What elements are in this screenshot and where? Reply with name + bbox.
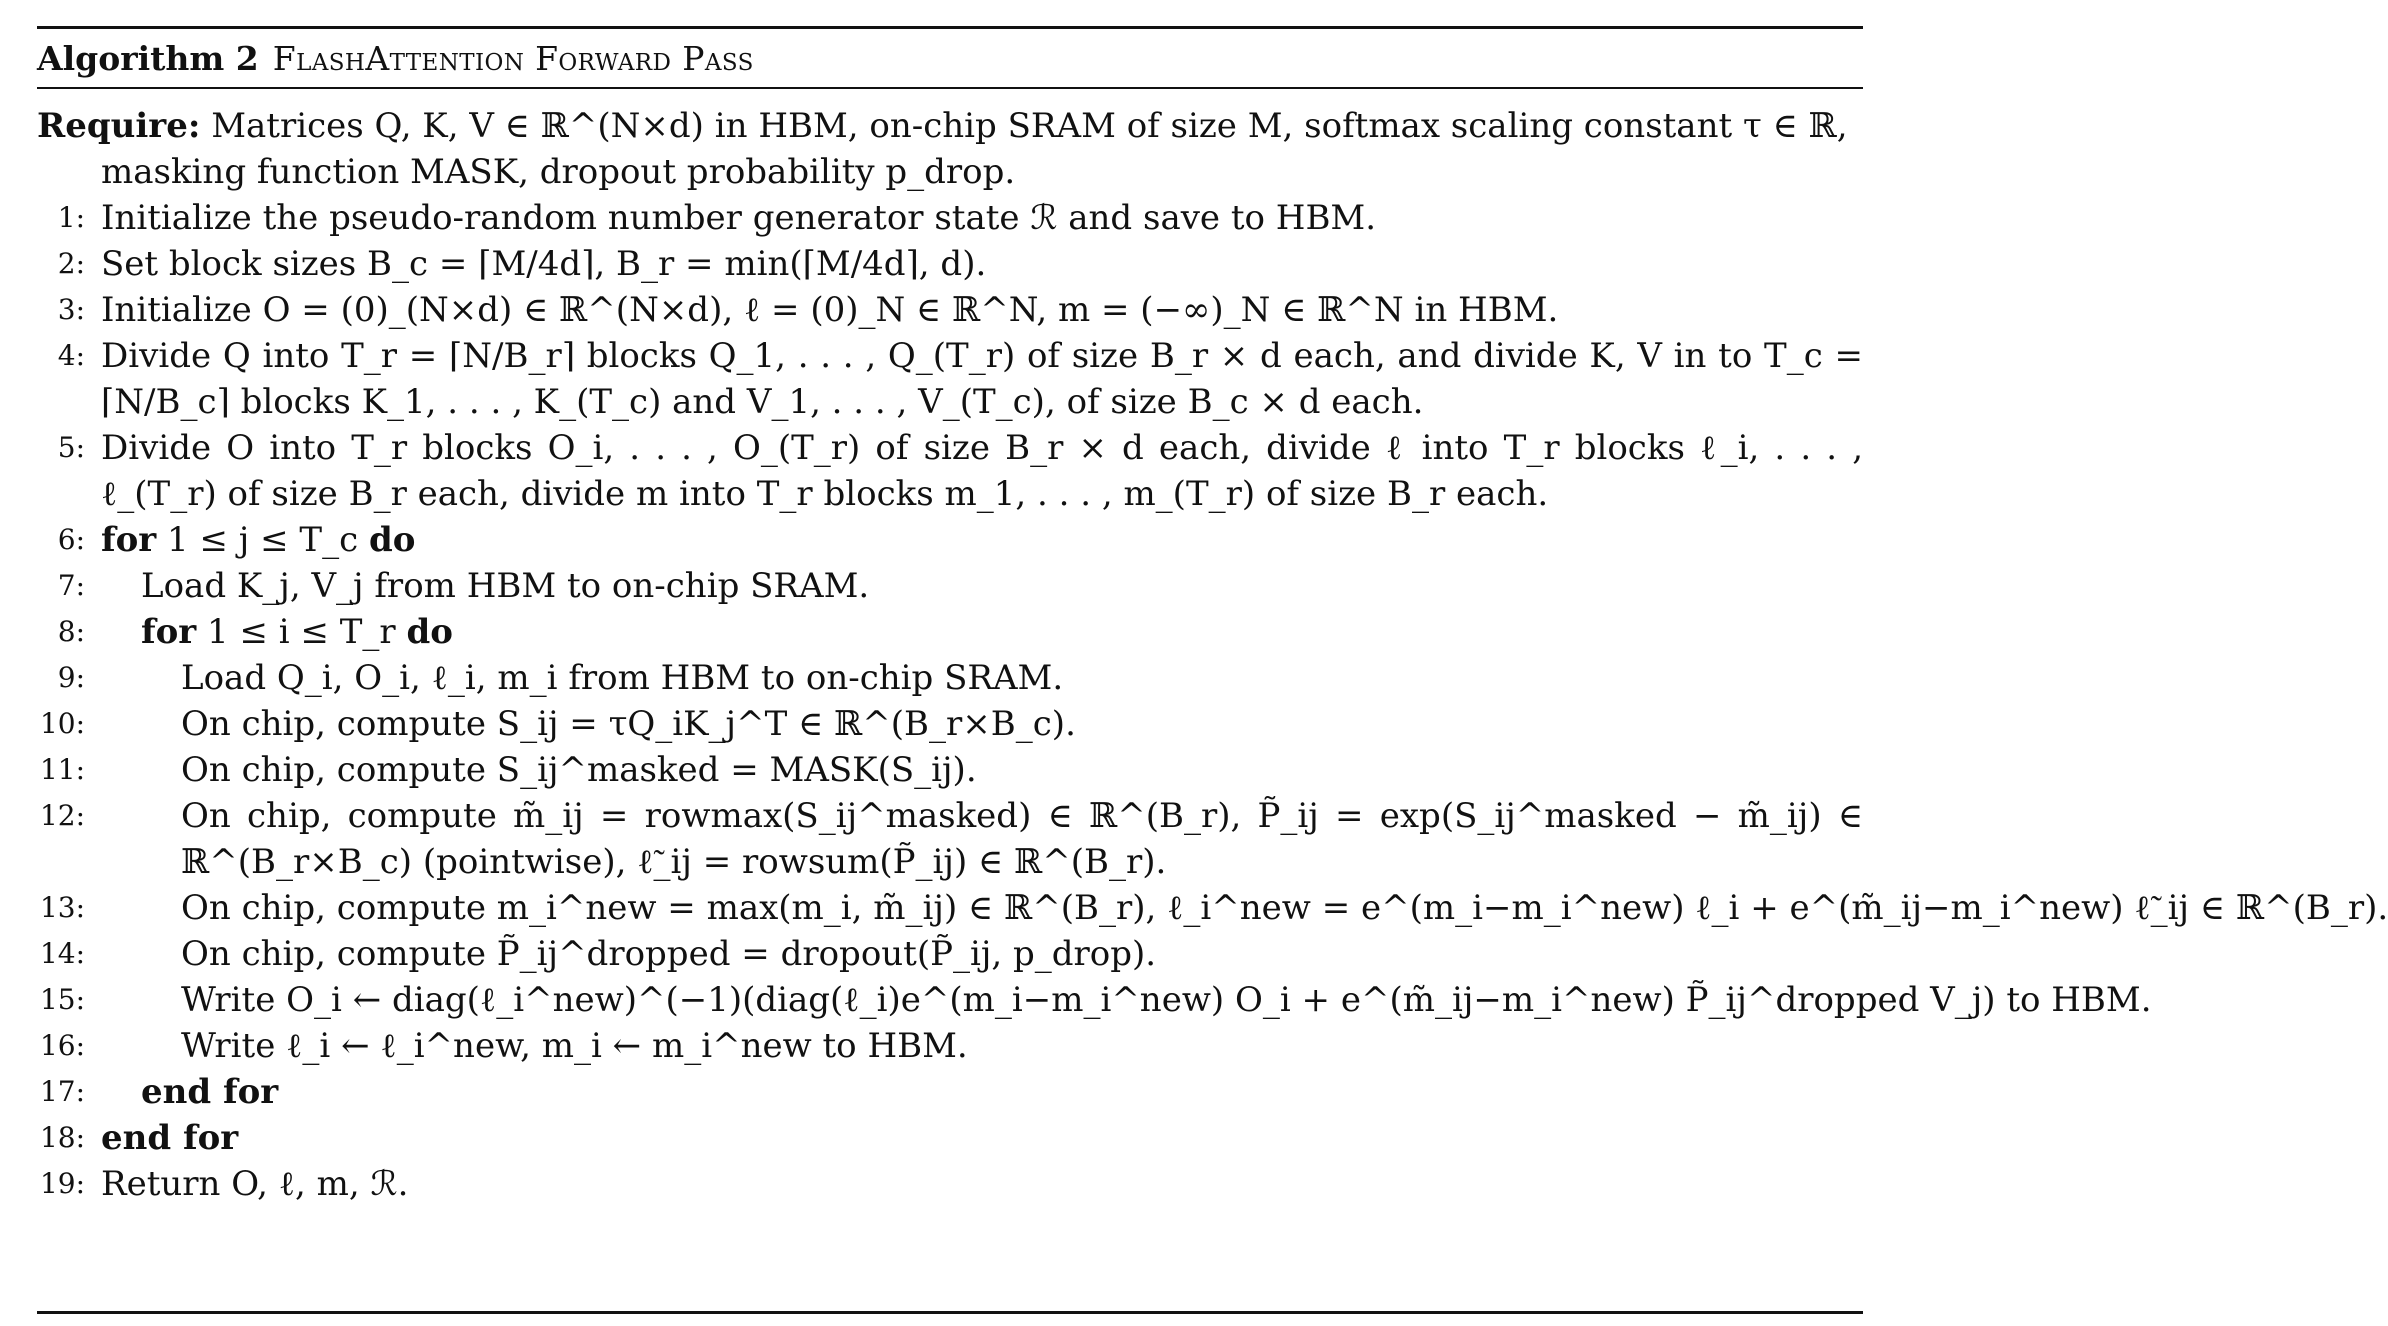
line-text [141, 609, 1863, 655]
end-for-keyword: end for [141, 1071, 279, 1112]
line-text: Write O_i ← diag(ℓ_i^new)^(−1)(diag(ℓ_i)e^(m_i−m_i^new) O_i + e^(m̃_ij−m_i^new) P̃_ij^dropped V_j) to HBM. [181, 979, 2152, 1020]
algorithm-line-19 [37, 1161, 1863, 1207]
line-number: 13: [39, 890, 85, 924]
algorithm-name: FlashAttention Forward Pass [272, 38, 754, 78]
do-keyword: do [368, 519, 416, 560]
line-text: Set block sizes B_c = ⌈M/4d⌉, B_r = min(⌈M/4d⌉, d). [101, 243, 987, 284]
algorithm-line-10 [37, 701, 1863, 747]
algorithm-number: Algorithm 2 [37, 38, 259, 78]
algorithm-line-1 [37, 195, 1863, 241]
loop-range: 1 ≤ i ≤ T_r [207, 611, 396, 652]
line-text: Initialize the pseudo-random number generator state ℛ and save to HBM. [101, 197, 1377, 238]
algorithm-line-16 [37, 1023, 1863, 1069]
line-text: Initialize O = (0)_(N×d) ∈ ℝ^(N×d), ℓ = (0)_N ∈ ℝ^N, m = (−∞)_N ∈ ℝ^N in HBM. [101, 289, 1559, 330]
line-text: On chip, compute S_ij^masked = MASK(S_ij). [181, 749, 977, 790]
bottom-rule [37, 1311, 1863, 1314]
line-text: On chip, compute m̃_ij = rowmax(S_ij^masked) ∈ ℝ^(B_r), P̃_ij = exp(S_ij^masked − m̃_ij) ∈ ℝ^(B_r×B_c) (pointwise), ℓ̃_ij = rowsum(P̃_ij) ∈ ℝ^(B_r). [181, 795, 1863, 882]
line-number: 14: [39, 936, 85, 970]
for-keyword: for [141, 611, 197, 652]
line-text [101, 517, 1863, 563]
line-text: Write ℓ_i ← ℓ_i^new, m_i ← m_i^new to HBM. [181, 1025, 968, 1066]
algorithm-line-6 [37, 517, 1863, 563]
require-line [37, 103, 1863, 195]
do-keyword: do [406, 611, 453, 652]
algorithm-line-9 [37, 655, 1863, 701]
algorithm-line-12 [37, 793, 1863, 885]
line-text: On chip, compute P̃_ij^dropped = dropout(P̃_ij, p_drop). [181, 933, 1157, 974]
algorithm-line-2 [37, 241, 1863, 287]
line-number: 17: [39, 1074, 85, 1108]
line-number: 9: [57, 660, 85, 694]
line-number: 11: [39, 752, 85, 786]
algorithm-header [37, 29, 1863, 87]
require-text: Matrices Q, K, V ∈ ℝ^(N×d) in HBM, on-chip SRAM of size M, softmax scaling constant τ ∈ ℝ, masking function MASK, dropout probability p_drop. [101, 105, 1848, 192]
line-text: Load Q_i, O_i, ℓ_i, m_i from HBM to on-chip SRAM. [181, 657, 1064, 698]
line-text [141, 1069, 1863, 1115]
algorithm-line-3 [37, 287, 1863, 333]
algorithm-line-13 [37, 885, 2388, 931]
line-text [101, 1115, 1863, 1161]
line-number: 8: [57, 614, 85, 648]
algorithm-line-11 [37, 747, 1863, 793]
require-keyword: Require: [37, 105, 201, 146]
algorithm-line-5 [37, 425, 1863, 517]
line-number: 6: [57, 522, 85, 556]
line-number: 2: [57, 246, 85, 280]
algorithm-line-18 [37, 1115, 1863, 1161]
line-number: 16: [39, 1028, 85, 1062]
end-for-keyword: end for [101, 1117, 239, 1158]
line-number: 1: [57, 200, 85, 234]
line-number: 4: [57, 338, 85, 372]
line-text: Divide O into T_r blocks O_i, . . . , O_(T_r) of size B_r × d each, divide ℓ into T_r blocks ℓ_i, . . . , ℓ_(T_r) of size B_r each, divide m into T_r blocks m_1, . . . , m_(T_r) of size B_r each. [101, 427, 1863, 514]
line-number: 3: [57, 292, 85, 326]
loop-range: 1 ≤ j ≤ T_c [167, 519, 359, 560]
line-number: 5: [57, 430, 85, 464]
line-text: Load K_j, V_j from HBM to on-chip SRAM. [141, 565, 870, 606]
line-text: On chip, compute m_i^new = max(m_i, m̃_ij) ∈ ℝ^(B_r), ℓ_i^new = e^(m_i−m_i^new) ℓ_i + e^(m̃_ij−m_i^new) ℓ̃_ij ∈ ℝ^(B_r). [181, 887, 2388, 928]
algorithm-body [37, 89, 2388, 1217]
line-text: Return O, ℓ, m, ℛ. [101, 1163, 409, 1204]
algorithm-line-8 [37, 609, 1863, 655]
line-number: 18: [39, 1120, 85, 1154]
line-number: 15: [39, 982, 85, 1016]
algorithm-line-14 [37, 931, 1863, 977]
algorithm-line-7 [37, 563, 1863, 609]
line-text: Divide Q into T_r = ⌈N/B_r⌉ blocks Q_1, . . . , Q_(T_r) of size B_r × d each, and divide K, V in to T_c = ⌈N/B_c⌉ blocks K_1, . . . , K_(T_c) and V_1, . . . , V_(T_c), of size B_c × d each. [101, 335, 1863, 422]
algorithm-line-17 [37, 1069, 1863, 1115]
for-keyword: for [101, 519, 157, 560]
line-number: 12: [39, 798, 85, 832]
line-text: On chip, compute S_ij = τQ_iK_j^T ∈ ℝ^(B_r×B_c). [181, 703, 1076, 744]
algorithm-box [37, 26, 2388, 1217]
algorithm-line-4 [37, 333, 1863, 425]
line-number: 10: [39, 706, 85, 740]
line-number: 7: [57, 568, 85, 602]
line-number: 19: [39, 1166, 85, 1200]
algorithm-line-15 [37, 977, 2152, 1023]
